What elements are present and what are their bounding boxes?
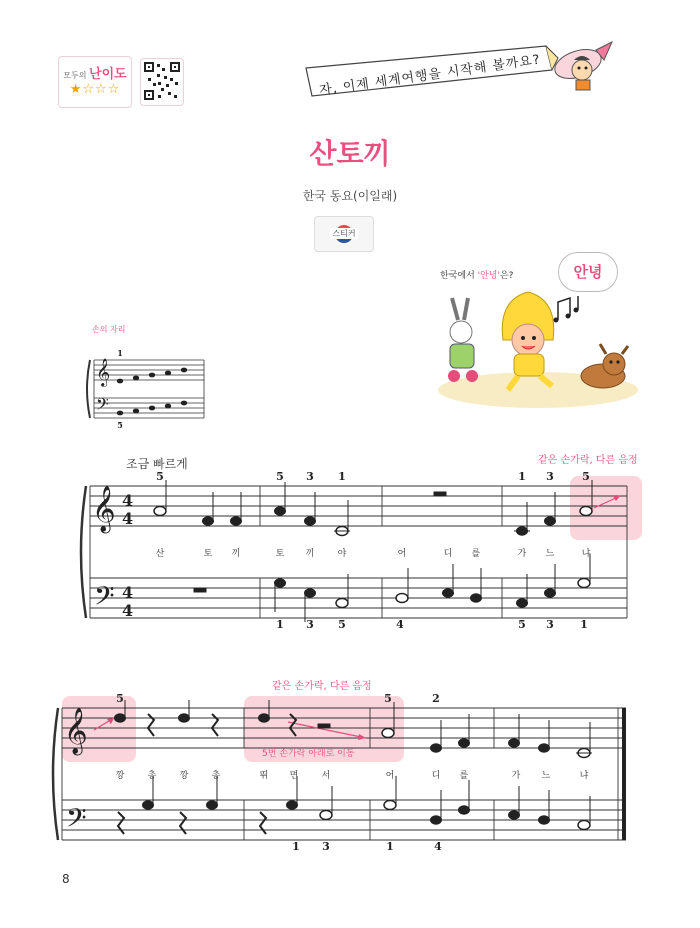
lyric: 어 [385, 771, 395, 781]
lyric: 를 [471, 549, 481, 559]
difficulty-prefix: 모두의 [63, 71, 87, 80]
finger-top: 2 [432, 692, 440, 705]
finger-top: 3 [546, 470, 554, 483]
tempo-marking: 조금 빠르게 [126, 457, 188, 471]
same-finger-label-1: 같은 손가락, 다른 음정 [538, 455, 638, 466]
lyric: 토 [203, 549, 213, 559]
finger-top: 1 [518, 470, 526, 483]
finger-top: 5 [116, 692, 124, 705]
same-finger-label-2: 같은 손가락, 다른 음정 [272, 681, 372, 692]
finger-bottom: 5 [518, 618, 526, 631]
lyric: 총 [147, 771, 157, 781]
lyric: 깡 [179, 771, 189, 781]
banner-text: 자, 이제 세계여행을 시작해 볼까요? [318, 52, 542, 99]
qr-code-icon [144, 62, 180, 100]
page-number: 8 [62, 872, 70, 886]
song-title: 산토끼 [309, 137, 391, 170]
finger-bottom: 5 [338, 618, 346, 631]
difficulty-badge [58, 56, 132, 108]
bunny-icon [448, 298, 478, 382]
finger-bottom: 1 [386, 840, 394, 853]
finger-top: 5 [276, 470, 284, 483]
finger-top: 5 [384, 692, 392, 705]
music-notes-icon [554, 296, 579, 323]
treble-clef-icon: 𝄞 [96, 358, 111, 386]
lyric: 산 [155, 549, 165, 559]
lyric: 디 [443, 549, 453, 559]
hand-position-staff [80, 340, 210, 432]
finger-top: 3 [306, 470, 314, 483]
finger-top: 5 [156, 470, 164, 483]
rocket-icon [551, 42, 612, 90]
bass-clef-icon: 𝄢 [96, 394, 109, 418]
hand-top-finger: 1 [117, 348, 123, 358]
lyric: 가 [517, 549, 527, 559]
lyric: 야 [337, 549, 347, 559]
move-finger-label: 5번 손가락 아래로 이동 [262, 749, 355, 759]
sticker-placeholder [314, 216, 374, 252]
finger-bottom: 1 [276, 618, 284, 631]
hello-question: 한국에서 '안녕'은? [440, 271, 514, 281]
lyric: 냐 [579, 771, 589, 781]
lyric: 냐 [581, 549, 591, 559]
finger-top: 1 [338, 470, 346, 483]
difficulty-stars: ★☆☆☆ [69, 82, 121, 97]
lyric: 느 [545, 549, 555, 559]
time-signature-bottom: 4 [122, 583, 134, 602]
finger-bottom: 4 [396, 618, 404, 631]
lyric: 면 [289, 771, 299, 781]
time-signature-top: 4 [122, 491, 134, 510]
treble-clef-icon: 𝄞 [92, 486, 116, 532]
lyric: 가 [511, 771, 521, 781]
bass-clef-icon: 𝄢 [66, 802, 87, 840]
bass-clef-icon: 𝄢 [94, 580, 115, 618]
finger-bottom: 4 [434, 840, 442, 853]
finger-bottom: 3 [322, 840, 330, 853]
treble-clef-icon: 𝄞 [64, 708, 88, 754]
lyric: 총 [211, 771, 221, 781]
lyric: 느 [541, 771, 551, 781]
hand-bottom-finger: 5 [117, 420, 123, 430]
lyric: 를 [459, 771, 469, 781]
finger-bottom: 3 [546, 618, 554, 631]
lyric: 끼 [305, 549, 315, 559]
character-illustration [428, 280, 638, 410]
hand-position-label: 손의 자리 [92, 325, 126, 334]
dog-icon [581, 344, 628, 388]
lyric: 토 [275, 549, 285, 559]
song-subtitle: 한국 동요(이일래) [302, 189, 398, 203]
finger-top: 5 [582, 470, 590, 483]
speech-bubble: 안녕 [558, 252, 618, 292]
lyric: 끼 [231, 549, 241, 559]
sticker-label: 스티커 [332, 229, 356, 238]
time-signature-bottom-denom: 4 [122, 601, 134, 620]
time-signature-top-denom: 4 [122, 509, 134, 528]
lyric: 서 [321, 771, 331, 781]
finger-bottom: 1 [292, 840, 300, 853]
lyric: 디 [431, 771, 441, 781]
lyric: 어 [397, 549, 407, 559]
qr-code[interactable] [140, 58, 184, 106]
difficulty-label: 난이도 [89, 67, 127, 82]
lyric: 뛰 [259, 771, 269, 781]
lyric: 깡 [115, 771, 125, 781]
finger-bottom: 1 [580, 618, 588, 631]
finger-bottom: 3 [306, 618, 314, 631]
